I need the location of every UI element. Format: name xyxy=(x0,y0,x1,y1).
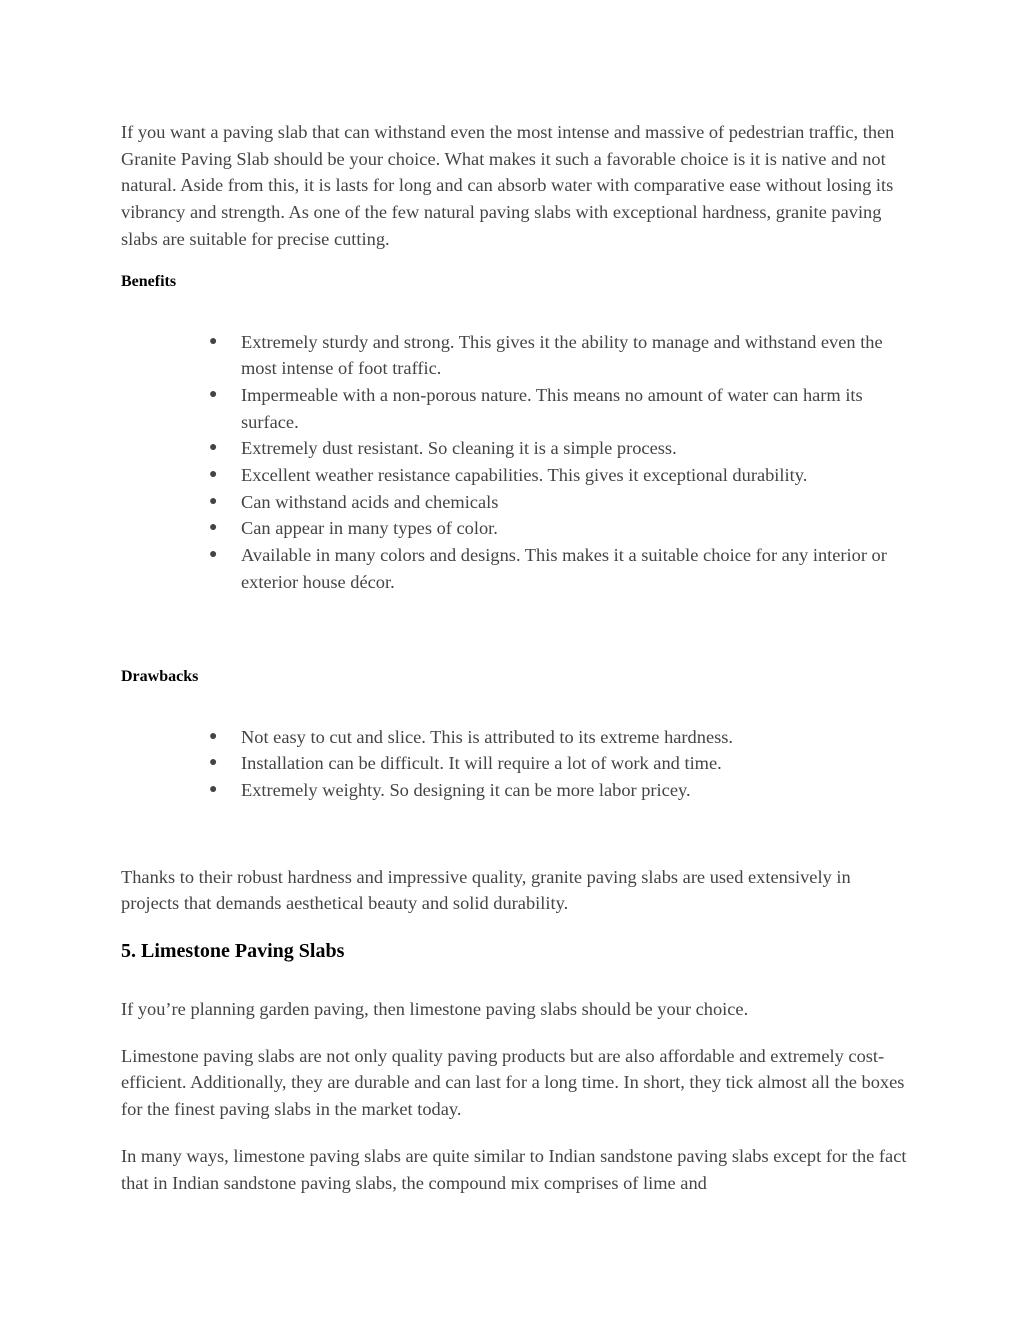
list-item xyxy=(209,489,911,516)
list-item-text: Can appear in many types of color. xyxy=(241,518,498,539)
bullet-icon: ● xyxy=(209,781,218,797)
bullet-icon: ● xyxy=(209,493,218,509)
benefits-label: Benefits xyxy=(121,272,177,290)
drawbacks-list xyxy=(121,724,911,804)
list-item-text: Extremely dust resistant. So cleaning it is a simple process. xyxy=(241,438,677,459)
conclusion-paragraph: Thanks to their robust hardness and impressive quality, granite paving slabs are used extensively in projects that demands aesthetical beauty and solid durability. xyxy=(121,866,851,914)
garden-paragraph: If you’re planning garden paving, then limestone paving slabs should be your choice. xyxy=(121,999,749,1020)
bullet-icon: ● xyxy=(209,440,218,456)
bullet-icon: ● xyxy=(209,547,218,563)
document-page xyxy=(121,119,911,1196)
list-item xyxy=(209,435,911,462)
list-item xyxy=(209,329,911,382)
list-item-text: Available in many colors and designs. This makes it a suitable choice for any interior or exterior house décor. xyxy=(241,545,887,592)
bullet-icon: ● xyxy=(209,755,218,771)
list-item-text: Extremely sturdy and strong. This gives it the ability to manage and withstand even the most intense of foot traffic. xyxy=(241,331,883,379)
list-item-text: Extremely weighty. So designing it can be more labor pricey. xyxy=(241,779,691,800)
intro-paragraph: If you want a paving slab that can withstand even the most intense and massive of pedestrian traffic, then Granite Paving Slab should be your choice. What makes it such a favorable choice is it is native and not natural. Aside from this, it is lasts for long and can absorb water with comparative ease without losing its vibrancy and strength. As one of the few natural paving slabs with exceptional hardness, granite paving slabs are suitable for precise cutting. xyxy=(121,122,895,249)
list-item xyxy=(209,462,911,489)
list-item xyxy=(209,382,911,435)
list-item xyxy=(209,750,911,777)
list-item xyxy=(209,515,911,542)
list-item-text: Can withstand acids and chemicals xyxy=(241,491,499,512)
list-item xyxy=(209,542,911,595)
bullet-icon: ● xyxy=(209,467,218,483)
bullet-icon: ● xyxy=(209,728,218,744)
list-item xyxy=(209,777,911,804)
drawbacks-label: Drawbacks xyxy=(121,667,199,685)
list-item-text: Installation can be difficult. It will require a lot of work and time. xyxy=(241,753,722,774)
list-item-text: Excellent weather resistance capabilities. This gives it exceptional durability. xyxy=(241,465,808,486)
benefits-list xyxy=(121,329,911,596)
bullet-icon: ● xyxy=(209,520,218,536)
list-item xyxy=(209,724,911,751)
limestone-paragraph-2: In many ways, limestone paving slabs are quite similar to Indian sandstone paving slabs except for the fact that in Indian sandstone paving slabs, the compound mix comprises of lime and xyxy=(121,1145,907,1193)
limestone-paragraph-1: Limestone paving slabs are not only quality paving products but are also affordable and extremely cost-efficient. Additionally, they are durable and can last for a long time. In short, they tick almost all the boxes for the finest paving slabs in the market today. xyxy=(121,1045,905,1120)
bullet-icon: ● xyxy=(209,333,218,349)
bullet-icon: ● xyxy=(209,386,218,402)
list-item-text: Not easy to cut and slice. This is attributed to its extreme hardness. xyxy=(241,726,734,747)
list-item-text: Impermeable with a non-porous nature. This means no amount of water can harm its surface. xyxy=(241,384,863,432)
limestone-heading: 5. Limestone Paving Slabs xyxy=(121,940,345,963)
